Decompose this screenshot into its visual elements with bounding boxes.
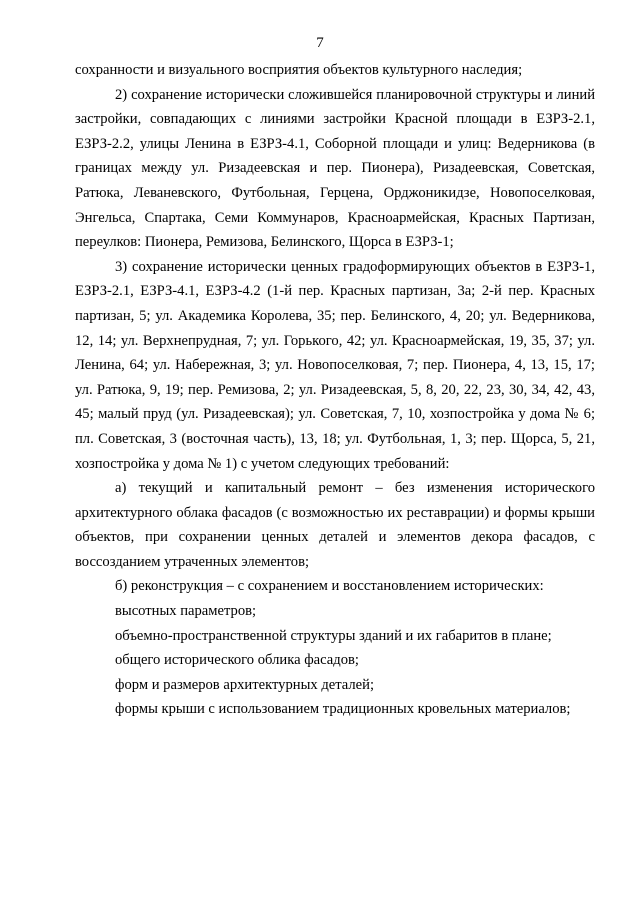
document-body — [75, 58, 595, 722]
list-line-height-params: высотных параметров; — [115, 603, 257, 620]
page-number: 7 — [316, 35, 324, 51]
paragraph-item-2: 2) сохранение исторически сложившейся планировочной структуры и линий застройки, совпадающих с линиями застройки Красной площади в ЕЗРЗ-2.1, ЕЗРЗ-2.2, улицы Ленина в ЕЗРЗ-4.1, Соборной площади и улиц: Ведерникова (в границах между ул. Ризадеевская и пер. Пионера), Ризадеевская, Советская, Ратюка, Леваневского, Футбольная, Герцена, Орджоникидзе, Новопоселковая, Энгельса, Спартака, Семи Коммунаров, Красноармейская, Красных Партизан, переулков: Пионера, Ремизова, Белинского, Щорса в ЕЗРЗ-1; — [75, 86, 595, 251]
paragraph-subitem-b: б) реконструкция – с сохранением и восстановлением исторических: — [115, 578, 544, 595]
paragraph-continuation: сохранности и визуального восприятия объектов культурного наследия; — [75, 62, 523, 78]
paragraph-subitem-a: а) текущий и капитальный ремонт – без изменения исторического архитектурного облака фасадов (с возможностью их реставрации) и формы крыши объектов, при сохранении ценных деталей и элементов декора фасадов, с воссозданием утраченных элементов; — [75, 480, 595, 570]
list-line-roof-form: формы крыши с использованием традиционных кровельных материалов; — [115, 701, 571, 718]
list-line-volume-structure: объемно-пространственной структуры зданий и их габаритов в плане; — [115, 627, 552, 644]
list-line-architectural-details: форм и размеров архитектурных деталей; — [115, 676, 375, 693]
paragraph-item-3: 3) сохранение исторически ценных градоформирующих объектов в ЕЗРЗ-1, ЕЗРЗ-2.1, ЕЗРЗ-4.1, ЕЗРЗ-4.2 (1-й пер. Красных партизан, 3а; 2-й пер. Красных партизан, 5; ул. Академика Королева, 35; пер. Белинского, 4, 20; ул. Ведерникова, 12, 14; ул. Верхнепрудная, 7; ул. Горького, 42; ул. Красноармейская, 19, 35, 37; ул. Ленина, 64; ул. Набережная, 3; ул. Новопоселковая, 7; пер. Пионера, 4, 13, 15, 17; ул. Ратюка, 9, 19; пер. Ремизова, 2; ул. Ризадеевская, 5, 8, 20, 22, 23, 30, 34, 42, 43, 45; малый пруд (ул. Ризадеевская); ул. Советская, 7, 10, хозпостройка у дома № 6; пл. Советская, 3 (восточная часть), 13, 18; ул. Футбольная, 1, 3; пер. Щорса, 5, 21, хозпостройка у дома № 1) с учетом следующих требований: — [75, 258, 595, 472]
list-line-facade-look: общего исторического облика фасадов; — [115, 652, 359, 669]
